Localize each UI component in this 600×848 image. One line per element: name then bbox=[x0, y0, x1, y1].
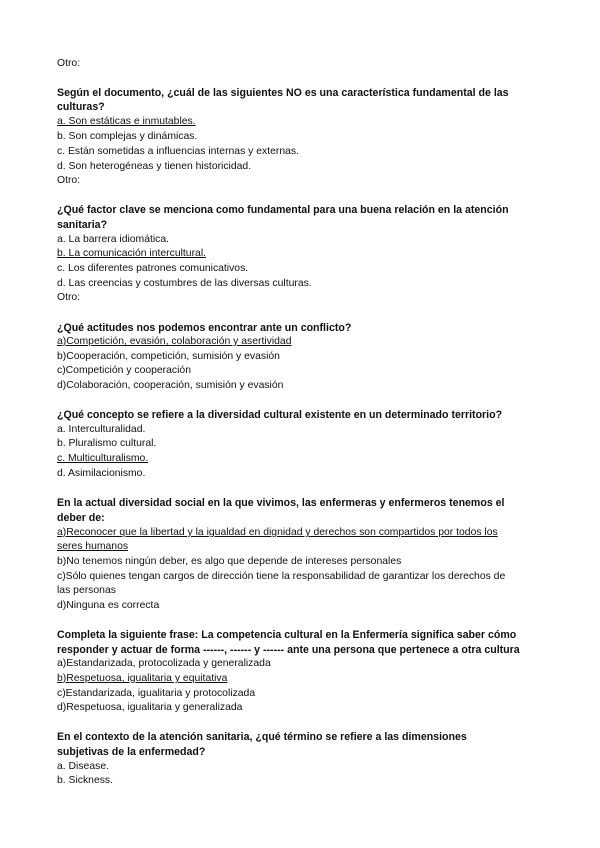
option-line: Otro: bbox=[57, 292, 81, 303]
question-line: responder y actuar de forma ------, ------ y ------ ante una persona que pertenece a otra cultura bbox=[57, 644, 520, 656]
option-line: a. La barrera idiomática. bbox=[57, 234, 170, 245]
option-line: b)Cooperación, competición, sumisión y evasión bbox=[57, 351, 280, 362]
question-line: ¿Qué actitudes nos podemos encontrar ante un conflicto? bbox=[57, 322, 352, 334]
option-line: a)Estandarizada, protocolizada y generalizada bbox=[57, 658, 271, 669]
option-line: d. Son heterogéneas y tienen historicidad. bbox=[57, 161, 252, 172]
question-line: culturas? bbox=[57, 101, 105, 113]
question-line: ¿Qué factor clave se menciona como fundamental para una buena relación en la atención bbox=[57, 204, 509, 216]
option-line: c. Están sometidas a influencias internas y externas. bbox=[57, 146, 299, 157]
option-line: b)No tenemos ningún deber, es algo que depende de intereses personales bbox=[57, 556, 402, 567]
answer-line: a)Reconocer que la libertad y la igualdad en dignidad y derechos son compartidos por todos los bbox=[57, 527, 498, 538]
question-line: sanitaria? bbox=[57, 219, 108, 231]
option-line: b. Sickness. bbox=[57, 775, 114, 786]
option-line: d. Asimilacionismo. bbox=[57, 468, 146, 479]
option-line: b. Son complejas y dinámicas. bbox=[57, 131, 198, 142]
option-line: c)Estandarizada, igualitaria y protocolizada bbox=[57, 688, 256, 699]
option-line: b. Pluralismo cultural. bbox=[57, 438, 157, 449]
question-line: En el contexto de la atención sanitaria, ¿qué término se refiere a las dimensiones bbox=[57, 731, 467, 743]
answer-line: b. La comunicación intercultural. bbox=[57, 248, 207, 259]
answer-line: c. Multiculturalismo. bbox=[57, 453, 149, 464]
option-line: c)Competición y cooperación bbox=[57, 365, 191, 376]
question-line: ¿Qué concepto se refiere a la diversidad cultural existente en un determinado territorio? bbox=[57, 409, 503, 421]
question-line: Según el documento, ¿cuál de las siguientes NO es una característica fundamental de las bbox=[57, 87, 509, 99]
question-line: En la actual diversidad social en la que vivimos, las enfermeras y enfermeros tenemos el bbox=[57, 497, 505, 509]
option-line: d)Ninguna es correcta bbox=[57, 600, 160, 611]
option-line: a. Interculturalidad. bbox=[57, 424, 146, 435]
question-line: subjetivas de la enfermedad? bbox=[57, 746, 206, 758]
option-line: Otro: bbox=[57, 58, 81, 69]
question-line: deber de: bbox=[57, 512, 105, 524]
option-line: c. Los diferentes patrones comunicativos. bbox=[57, 263, 249, 274]
option-line: las personas bbox=[57, 585, 116, 596]
question-line: Completa la siguiente frase: La competencia cultural en la Enfermería significa saber cómo bbox=[57, 629, 517, 641]
answer-line: a)Competición, evasión, colaboración y asertividad bbox=[57, 336, 292, 347]
option-line: d)Colaboración, cooperación, sumisión y evasión bbox=[57, 380, 284, 391]
option-line: c)Sólo quienes tengan cargos de dirección tiene la responsabilidad de garantizar los derechos de bbox=[57, 571, 506, 582]
option-line: a. Disease. bbox=[57, 761, 109, 772]
option-line: Otro: bbox=[57, 175, 81, 186]
option-line: d)Respetuosa, igualitaria y generalizada bbox=[57, 702, 243, 713]
answer-line: seres humanos bbox=[57, 541, 129, 552]
option-line: d. Las creencias y costumbres de las diversas culturas. bbox=[57, 278, 312, 289]
answer-line: a. Son estáticas e inmutables. bbox=[57, 116, 196, 127]
answer-line: b)Respetuosa, igualitaria y equitativa bbox=[57, 673, 228, 684]
